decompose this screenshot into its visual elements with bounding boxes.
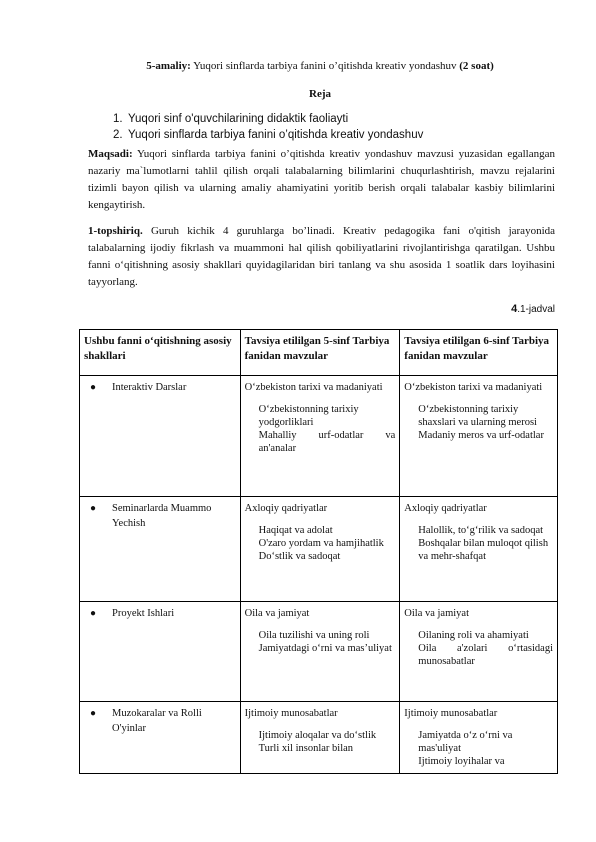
plan-item-text: Yuqori sinf o'quvchilarining didaktik faoliayti: [128, 113, 349, 125]
table-caption: [511, 303, 555, 315]
grade6-cell: [400, 497, 558, 602]
title-hours: (2 soat): [459, 60, 494, 72]
topic-main: Oila va jamiyat: [244, 608, 310, 619]
topic-sub: Mahalliy urf-odatlar va an'analar: [258, 430, 396, 454]
table-row: [80, 602, 558, 702]
goal-label: Maqsadi:: [88, 148, 133, 160]
grade6-cell: [400, 702, 558, 774]
table-row: [80, 497, 558, 602]
plan-list: [113, 111, 423, 143]
topic-sub: Ijtimoiy aloqalar va do‘stlik: [258, 730, 377, 741]
plan-item: [113, 111, 423, 127]
goal-text: Yuqori sinflarda tarbiya fanini o’qitishda kreativ yondashuv mavzusi yuzasidan egallangan nazariy ma`lumotlarni tahlil qilish orqali talabalarning bilimlarini chuqurlashtirish, mavzu rejalarini tizimli bayon qilish va ularning amaliy ahamiyatini yoritib berish orqali talabalar kasbiy bilimlarini kengaytirish.: [88, 148, 555, 211]
header-grade5: Tavsiya etililgan 5-sinf Tarbiya fanidan mavzular: [240, 330, 400, 376]
topic-sub: Ijtimoiy loyihalar va: [418, 756, 505, 767]
topic-sub: Do‘stlik va sadoqat: [258, 551, 341, 562]
topic-sub: Halollik, to‘g‘rilik va sadoqat: [418, 525, 544, 536]
form-text: Proyekt Ishlari: [112, 608, 175, 619]
form-cell: [80, 702, 241, 774]
table-header-row: [80, 330, 558, 376]
topic-sub: O‘zbekistonning tarixiy yodgorliklari: [258, 404, 359, 428]
grade6-cell: [400, 602, 558, 702]
table-caption-number: 4: [511, 303, 518, 315]
grade5-cell: [240, 702, 400, 774]
topic-main: Axloqiy qadriyatlar: [244, 503, 328, 514]
form-cell: [80, 376, 241, 497]
form-text: Seminarlarda Muammo Yechish: [112, 503, 212, 529]
form-text: Muzokaralar va Rolli O'yinlar: [112, 708, 202, 734]
goal-paragraph: [88, 146, 555, 214]
page-title: [60, 60, 580, 72]
task-label: 1-topshiriq.: [88, 225, 143, 237]
table-caption-label: .1-jadval: [517, 304, 555, 315]
topic-sub: O‘zbekistonning tarixiy shaxslari va ularning merosi: [418, 404, 537, 428]
bullet-icon: ●: [90, 382, 97, 393]
topic-sub: Jamiyatdagi o‘rni va mas’uliyat: [258, 643, 392, 654]
form-cell: [80, 497, 241, 602]
bullet-icon: ●: [90, 708, 97, 719]
topic-main: Ijtimoiy munosabatlar: [244, 708, 338, 719]
topic-main: Oila va jamiyat: [404, 608, 470, 619]
title-text: Yuqori sinflarda tarbiya fanini o’qitishda kreativ yondashuv: [193, 60, 457, 72]
form-cell: [80, 602, 241, 702]
task-paragraph: [88, 223, 555, 291]
grade6-cell: [400, 376, 558, 497]
plan-item-text: Yuqori sinflarda tarbiya fanini o’qitishda kreativ yondashuv: [128, 129, 424, 141]
topic-sub: Oila tuzilishi va uning roli: [258, 630, 370, 641]
topics-table: [79, 329, 558, 774]
bullet-icon: ●: [90, 503, 97, 514]
topic-sub: Boshqalar bilan muloqot qilish va mehr-shafqat: [418, 538, 549, 562]
topic-sub: Jamiyatda o‘z o‘rni va mas'uliyat: [418, 730, 513, 754]
topic-sub: Haqiqat va adolat: [258, 525, 333, 536]
form-text: Interaktiv Darslar: [112, 382, 187, 393]
task-text: Guruh kichik 4 guruhlarga bo’linadi. Kreativ pedagogika fani o'qitish jarayonida talabalarning ijodiy fikrlash va muammoni hal qilish qobiliyatlarini rivojlantirishga qaratilgan. Ushbu fanni o‘qitishning asosiy shakllari quyidagilaridan biri tanlang va shu asosida 1 soatlik dars loyihasini tayyorlang.: [88, 225, 556, 288]
table-row: [80, 376, 558, 497]
topic-sub: O'zaro yordam va hamjihatlik: [258, 538, 384, 549]
topic-main: O‘zbekiston tarixi va madaniyati: [404, 382, 543, 393]
topic-main: O‘zbekiston tarixi va madaniyati: [244, 382, 383, 393]
plan-item: [113, 127, 423, 143]
table-row: [80, 702, 558, 774]
grade5-cell: [240, 602, 400, 702]
header-forms: Ushbu fanni o‘qitishning asosiy shakllari: [80, 330, 241, 376]
topic-sub: Oila a'zolari o‘rtasidagi munosabatlar: [418, 643, 553, 667]
title-label: 5-amaliy:: [146, 60, 191, 72]
header-grade6: Tavsiya etililgan 6-sinf Tarbiya fanidan mavzular: [400, 330, 558, 376]
plan-item-number: 1.: [113, 113, 123, 125]
grade5-cell: [240, 376, 400, 497]
plan-item-number: 2.: [113, 129, 123, 141]
grade5-cell: [240, 497, 400, 602]
bullet-icon: ●: [90, 608, 97, 619]
topic-main: Ijtimoiy munosabatlar: [404, 708, 498, 719]
topic-sub: Turli xil insonlar bilan: [258, 743, 354, 754]
topic-main: Axloqiy qadriyatlar: [404, 503, 487, 514]
topic-sub: Madaniy meros va urf-odatlar: [418, 430, 544, 441]
plan-heading: Reja: [309, 88, 331, 100]
topic-sub: Oilaning roli va ahamiyati: [418, 630, 529, 641]
